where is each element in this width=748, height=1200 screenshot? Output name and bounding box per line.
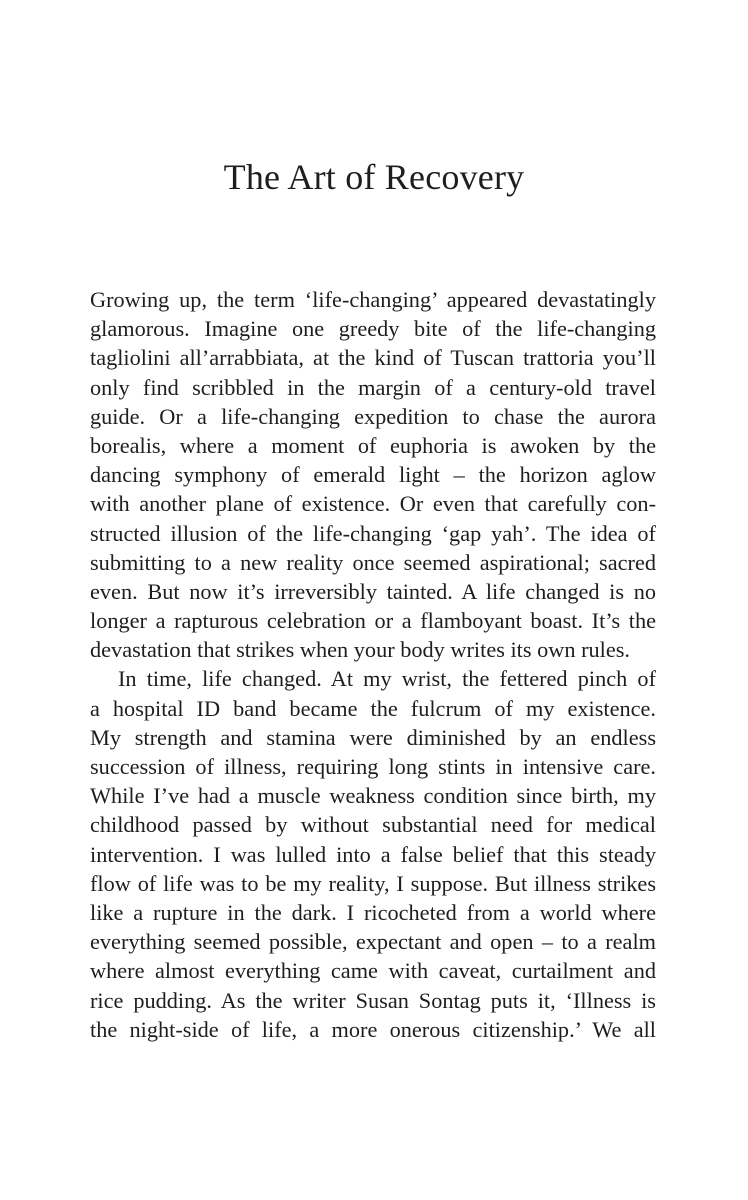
text-line: rice pudding. As the writer Susan Sontag puts it, ‘Illness is	[90, 987, 656, 1013]
text-line: everything seemed possible, expectant and open – to a realm	[90, 929, 656, 955]
text-line: dancing symphony of emerald light – the horizon aglow	[90, 462, 656, 488]
text-line: borealis, where a moment of euphoria is awoken by the	[90, 432, 656, 458]
text-line: devastation that strikes when your body writes its own rules.	[90, 637, 630, 663]
text-line: guide. Or a life-changing expedition to chase the aurora	[90, 403, 656, 429]
text-line: flow of life was to be my reality, I suppose. But illness strikes	[90, 870, 656, 896]
text-line: where almost everything came with caveat, curtailment and	[90, 958, 656, 984]
text-line: longer a rapturous celebration or a flamboyant boast. It’s the	[90, 608, 656, 634]
text-line: tagliolini all’arrabbiata, at the kind of Tuscan trattoria you’ll	[90, 345, 656, 371]
text-line: like a rupture in the dark. I ricocheted from a world where	[90, 899, 656, 925]
text-line: glamorous. Imagine one greedy bite of the life-changing	[90, 316, 656, 342]
text-line: even. But now it’s irreversibly tainted. A life changed is no	[90, 578, 656, 604]
paragraph-2	[90, 664, 656, 1043]
text-line: In time, life changed. At my wrist, the fettered pinch of	[118, 666, 656, 692]
text-line: While I’ve had a muscle weakness condition since birth, my	[90, 783, 656, 809]
text-line: the night-side of life, a more onerous citizenship.’ We all	[90, 1016, 656, 1042]
text-line: structed illusion of the life-changing ‘gap yah’. The idea of	[90, 520, 656, 546]
text-line: Growing up, the term ‘life-changing’ appeared devastatingly	[90, 287, 656, 312]
text-line: with another plane of existence. Or even that carefully con-	[90, 491, 656, 517]
text-line: childhood passed by without substantial need for medical	[90, 812, 656, 838]
paragraph-1	[90, 285, 656, 664]
text-line: submitting to a new reality once seemed aspirational; sacred	[90, 549, 656, 575]
text-line: a hospital ID band became the fulcrum of my existence.	[90, 695, 656, 721]
body-text	[90, 285, 656, 1044]
chapter-title: The Art of Recovery	[223, 157, 525, 197]
text-line: My strength and stamina were diminished by an endless	[90, 724, 656, 750]
text-line: intervention. I was lulled into a false belief that this steady	[90, 841, 656, 867]
text-line: only find scribbled in the margin of a century-old travel	[90, 374, 656, 400]
text-line: succession of illness, requiring long stints in intensive care.	[90, 754, 656, 779]
